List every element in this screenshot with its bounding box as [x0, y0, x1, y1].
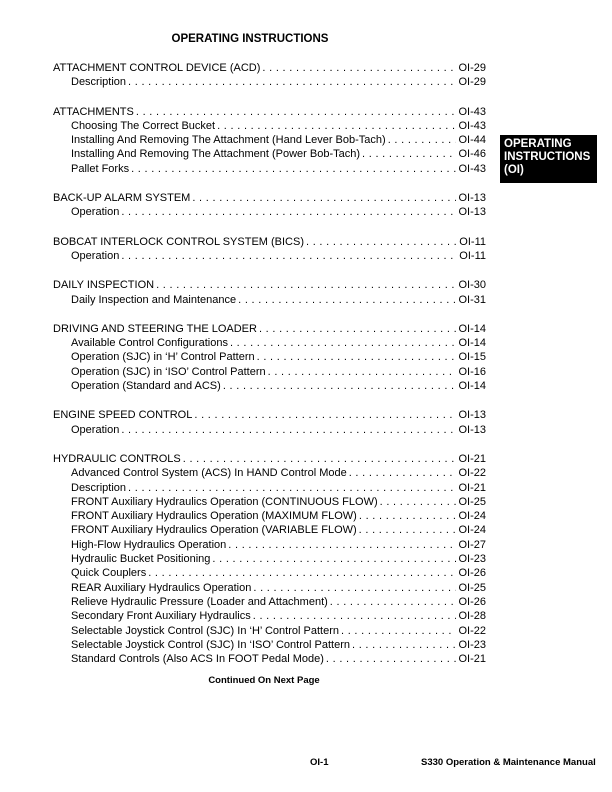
dot-leader	[119, 249, 457, 263]
toc-entry-page: OI-26	[458, 595, 486, 608]
toc-entry-page: OI-25	[458, 581, 486, 594]
section-tab-line: INSTRUCTIONS	[504, 151, 591, 163]
section-tab	[500, 135, 597, 183]
dot-leader	[154, 278, 456, 292]
toc-section	[53, 322, 486, 393]
toc-entry[interactable]	[53, 481, 486, 495]
toc-section	[53, 452, 486, 666]
toc-entry-page: OI-24	[458, 524, 486, 537]
dot-leader	[251, 581, 456, 595]
toc-heading-label: ENGINE SPEED CONTROL	[53, 409, 193, 422]
table-of-contents	[53, 61, 486, 681]
toc-entry[interactable]	[53, 552, 486, 566]
toc-entry-page: OI-29	[458, 76, 486, 89]
dot-leader	[304, 235, 457, 249]
toc-heading[interactable]	[53, 408, 486, 422]
toc-entry-page: OI-23	[458, 638, 486, 651]
footer-page-number: OI-1	[310, 757, 329, 768]
toc-entry-page: OI-16	[458, 365, 486, 378]
toc-entry-label: Choosing The Correct Bucket	[71, 119, 216, 132]
toc-entry-page: OI-14	[458, 337, 486, 350]
dot-leader	[192, 408, 456, 422]
toc-entry-label: Selectable Joystick Control (SJC) In ‘ISO’ Control Pattern	[71, 638, 350, 651]
toc-section	[53, 408, 486, 437]
dot-leader	[347, 466, 457, 480]
toc-entry-label: Selectable Joystick Control (SJC) In ‘H’ Control Pattern	[71, 624, 339, 637]
toc-section	[53, 278, 486, 307]
section-tab-line: (OI)	[504, 164, 524, 176]
toc-entry[interactable]	[53, 495, 486, 509]
dot-leader	[378, 495, 457, 509]
page-title: OPERATING INSTRUCTIONS	[171, 33, 329, 45]
toc-heading-label: HYDRAULIC CONTROLS	[53, 452, 181, 465]
dot-leader	[190, 191, 456, 205]
dot-leader	[129, 162, 456, 176]
toc-entry[interactable]	[53, 466, 486, 480]
dot-leader	[251, 609, 457, 623]
toc-section	[53, 235, 486, 264]
toc-entry[interactable]	[53, 523, 486, 537]
toc-section	[53, 61, 486, 90]
toc-heading-label: DAILY INSPECTION	[53, 279, 155, 292]
toc-heading-page: OI-11	[459, 235, 486, 248]
toc-entry[interactable]	[53, 379, 486, 393]
continued-note: Continued On Next Page	[208, 675, 320, 686]
toc-entry[interactable]	[53, 609, 486, 623]
toc-heading-page: OI-29	[458, 62, 486, 74]
toc-entry-page: OI-21	[458, 653, 486, 666]
dot-leader	[266, 365, 457, 379]
toc-entry[interactable]	[53, 293, 486, 307]
toc-entry-page: OI-26	[458, 567, 486, 580]
toc-entry-page: OI-44	[458, 134, 486, 147]
toc-entry-label: Hydraulic Bucket Positioning	[71, 553, 211, 566]
dot-leader	[328, 595, 457, 609]
dot-leader	[236, 293, 456, 307]
toc-entry-label: FRONT Auxiliary Hydraulics Operation (CONTINUOUS FLOW)	[71, 495, 378, 508]
toc-entry-label: Operation	[71, 206, 120, 219]
toc-entry-label: Relieve Hydraulic Pressure (Loader and Attachment)	[71, 595, 328, 608]
toc-entry-label: Operation	[71, 249, 120, 262]
section-tab-line: OPERATING	[504, 138, 572, 150]
toc-entry[interactable]	[53, 205, 486, 219]
toc-entry-label: REAR Auxiliary Hydraulics Operation	[71, 581, 252, 594]
toc-heading-label: ATTACHMENT CONTROL DEVICE (ACD)	[53, 62, 261, 74]
toc-heading[interactable]	[53, 452, 486, 466]
dot-leader	[119, 423, 456, 437]
dot-leader	[215, 119, 456, 133]
dot-leader	[357, 509, 457, 523]
toc-entry[interactable]	[53, 119, 486, 133]
toc-entry-label: Description	[71, 481, 127, 494]
toc-heading[interactable]	[53, 235, 486, 249]
toc-entry-page: OI-25	[458, 495, 486, 508]
toc-entry[interactable]	[53, 509, 486, 523]
toc-entry-page: OI-24	[458, 510, 486, 523]
toc-heading-page: OI-13	[458, 192, 486, 205]
dot-leader	[226, 538, 456, 552]
toc-entry-page: OI-46	[458, 148, 486, 161]
toc-heading[interactable]	[53, 191, 486, 205]
toc-heading-page: OI-14	[458, 322, 486, 335]
dot-leader	[126, 481, 456, 495]
dot-leader	[119, 205, 456, 219]
dot-leader	[126, 75, 456, 89]
toc-heading-label: ATTACHMENTS	[53, 105, 134, 118]
dot-leader	[324, 652, 457, 666]
dot-leader	[339, 624, 457, 638]
toc-entry[interactable]	[53, 423, 486, 437]
toc-heading-page: OI-43	[458, 105, 486, 118]
toc-entry-page: OI-27	[458, 538, 486, 551]
toc-heading[interactable]	[53, 61, 486, 75]
toc-entry-label: Daily Inspection and Maintenance	[71, 293, 237, 306]
toc-entry[interactable]	[53, 336, 486, 350]
toc-entry[interactable]	[53, 147, 486, 161]
toc-entry-page: OI-21	[458, 481, 486, 494]
toc-entry[interactable]	[53, 566, 486, 580]
toc-entry-label: Advanced Control System (ACS) In HAND Control Mode	[71, 467, 347, 480]
toc-entry[interactable]	[53, 538, 486, 552]
toc-entry-page: OI-13	[458, 206, 486, 219]
toc-entry-page: OI-15	[458, 351, 486, 364]
toc-entry-label: Quick Couplers	[71, 567, 147, 580]
dot-leader	[134, 105, 457, 119]
toc-heading[interactable]	[53, 105, 486, 119]
dot-leader	[221, 379, 457, 393]
toc-section	[53, 191, 486, 220]
dot-leader	[260, 61, 456, 75]
dot-leader	[146, 566, 456, 580]
dot-leader	[257, 322, 457, 336]
toc-entry-page: OI-31	[458, 293, 486, 306]
toc-entry-page: OI-43	[458, 119, 486, 132]
toc-heading-page: OI-13	[458, 409, 486, 422]
dot-leader	[357, 523, 457, 537]
toc-heading-label: BACK-UP ALARM SYSTEM	[53, 192, 191, 205]
toc-entry-label: Operation (SJC) in ‘H’ Control Pattern	[71, 351, 255, 364]
toc-entry-page: OI-13	[458, 423, 486, 436]
toc-entry-page: OI-11	[459, 249, 486, 262]
toc-entry-label: FRONT Auxiliary Hydraulics Operation (MAXIMUM FLOW)	[71, 510, 357, 523]
toc-entry-label: Operation	[71, 423, 120, 436]
toc-entry[interactable]	[53, 75, 486, 89]
toc-entry-label: Secondary Front Auxiliary Hydraulics	[71, 610, 251, 623]
toc-entry[interactable]	[53, 162, 486, 176]
toc-heading-label: BOBCAT INTERLOCK CONTROL SYSTEM (BICS)	[53, 235, 304, 248]
toc-entry-label: Operation (SJC) in ‘ISO’ Control Pattern	[71, 365, 266, 378]
dot-leader	[210, 552, 456, 566]
toc-entry[interactable]	[53, 350, 486, 364]
toc-entry-label: Standard Controls (Also ACS In FOOT Pedal Mode)	[71, 653, 324, 666]
toc-heading[interactable]	[53, 278, 486, 292]
toc-entry-page: OI-43	[458, 162, 486, 175]
toc-entry[interactable]	[53, 581, 486, 595]
toc-entry-label: High-Flow Hydraulics Operation	[71, 538, 227, 551]
dot-leader	[350, 638, 457, 652]
toc-entry[interactable]	[53, 638, 486, 652]
footer-manual-title: S330 Operation & Maintenance Manual	[421, 757, 596, 768]
toc-entry[interactable]	[53, 624, 486, 638]
dot-leader	[386, 133, 457, 147]
toc-heading-page: OI-30	[458, 279, 486, 292]
toc-entry-page: OI-23	[458, 553, 486, 566]
toc-entry[interactable]	[53, 249, 486, 263]
toc-entry[interactable]	[53, 595, 486, 609]
toc-entry-page: OI-14	[458, 380, 486, 393]
toc-entry[interactable]	[53, 133, 486, 147]
toc-entry-label: FRONT Auxiliary Hydraulics Operation (VARIABLE FLOW)	[71, 524, 357, 537]
toc-entry[interactable]	[53, 365, 486, 379]
toc-entry-page: OI-22	[458, 467, 486, 480]
toc-heading[interactable]	[53, 322, 486, 336]
dot-leader	[181, 452, 457, 466]
toc-entry-label: Installing And Removing The Attachment (Hand Lever Bob-Tach)	[71, 134, 386, 147]
toc-entry-label: Operation (Standard and ACS)	[71, 380, 221, 393]
toc-heading-page: OI-21	[458, 452, 486, 465]
toc-entry-page: OI-22	[458, 624, 486, 637]
toc-entry-label: Available Control Configurations	[71, 337, 228, 350]
toc-entry-label: Installing And Removing The Attachment (Power Bob-Tach)	[71, 148, 361, 161]
toc-section	[53, 105, 486, 176]
toc-entry-label: Description	[71, 76, 127, 89]
dot-leader	[255, 350, 457, 364]
toc-entry[interactable]	[53, 652, 486, 666]
toc-heading-label: DRIVING AND STEERING THE LOADER	[53, 322, 257, 335]
dot-leader	[360, 147, 456, 161]
toc-entry-label: Pallet Forks	[71, 162, 130, 175]
dot-leader	[228, 336, 457, 350]
toc-entry-page: OI-28	[458, 610, 486, 623]
